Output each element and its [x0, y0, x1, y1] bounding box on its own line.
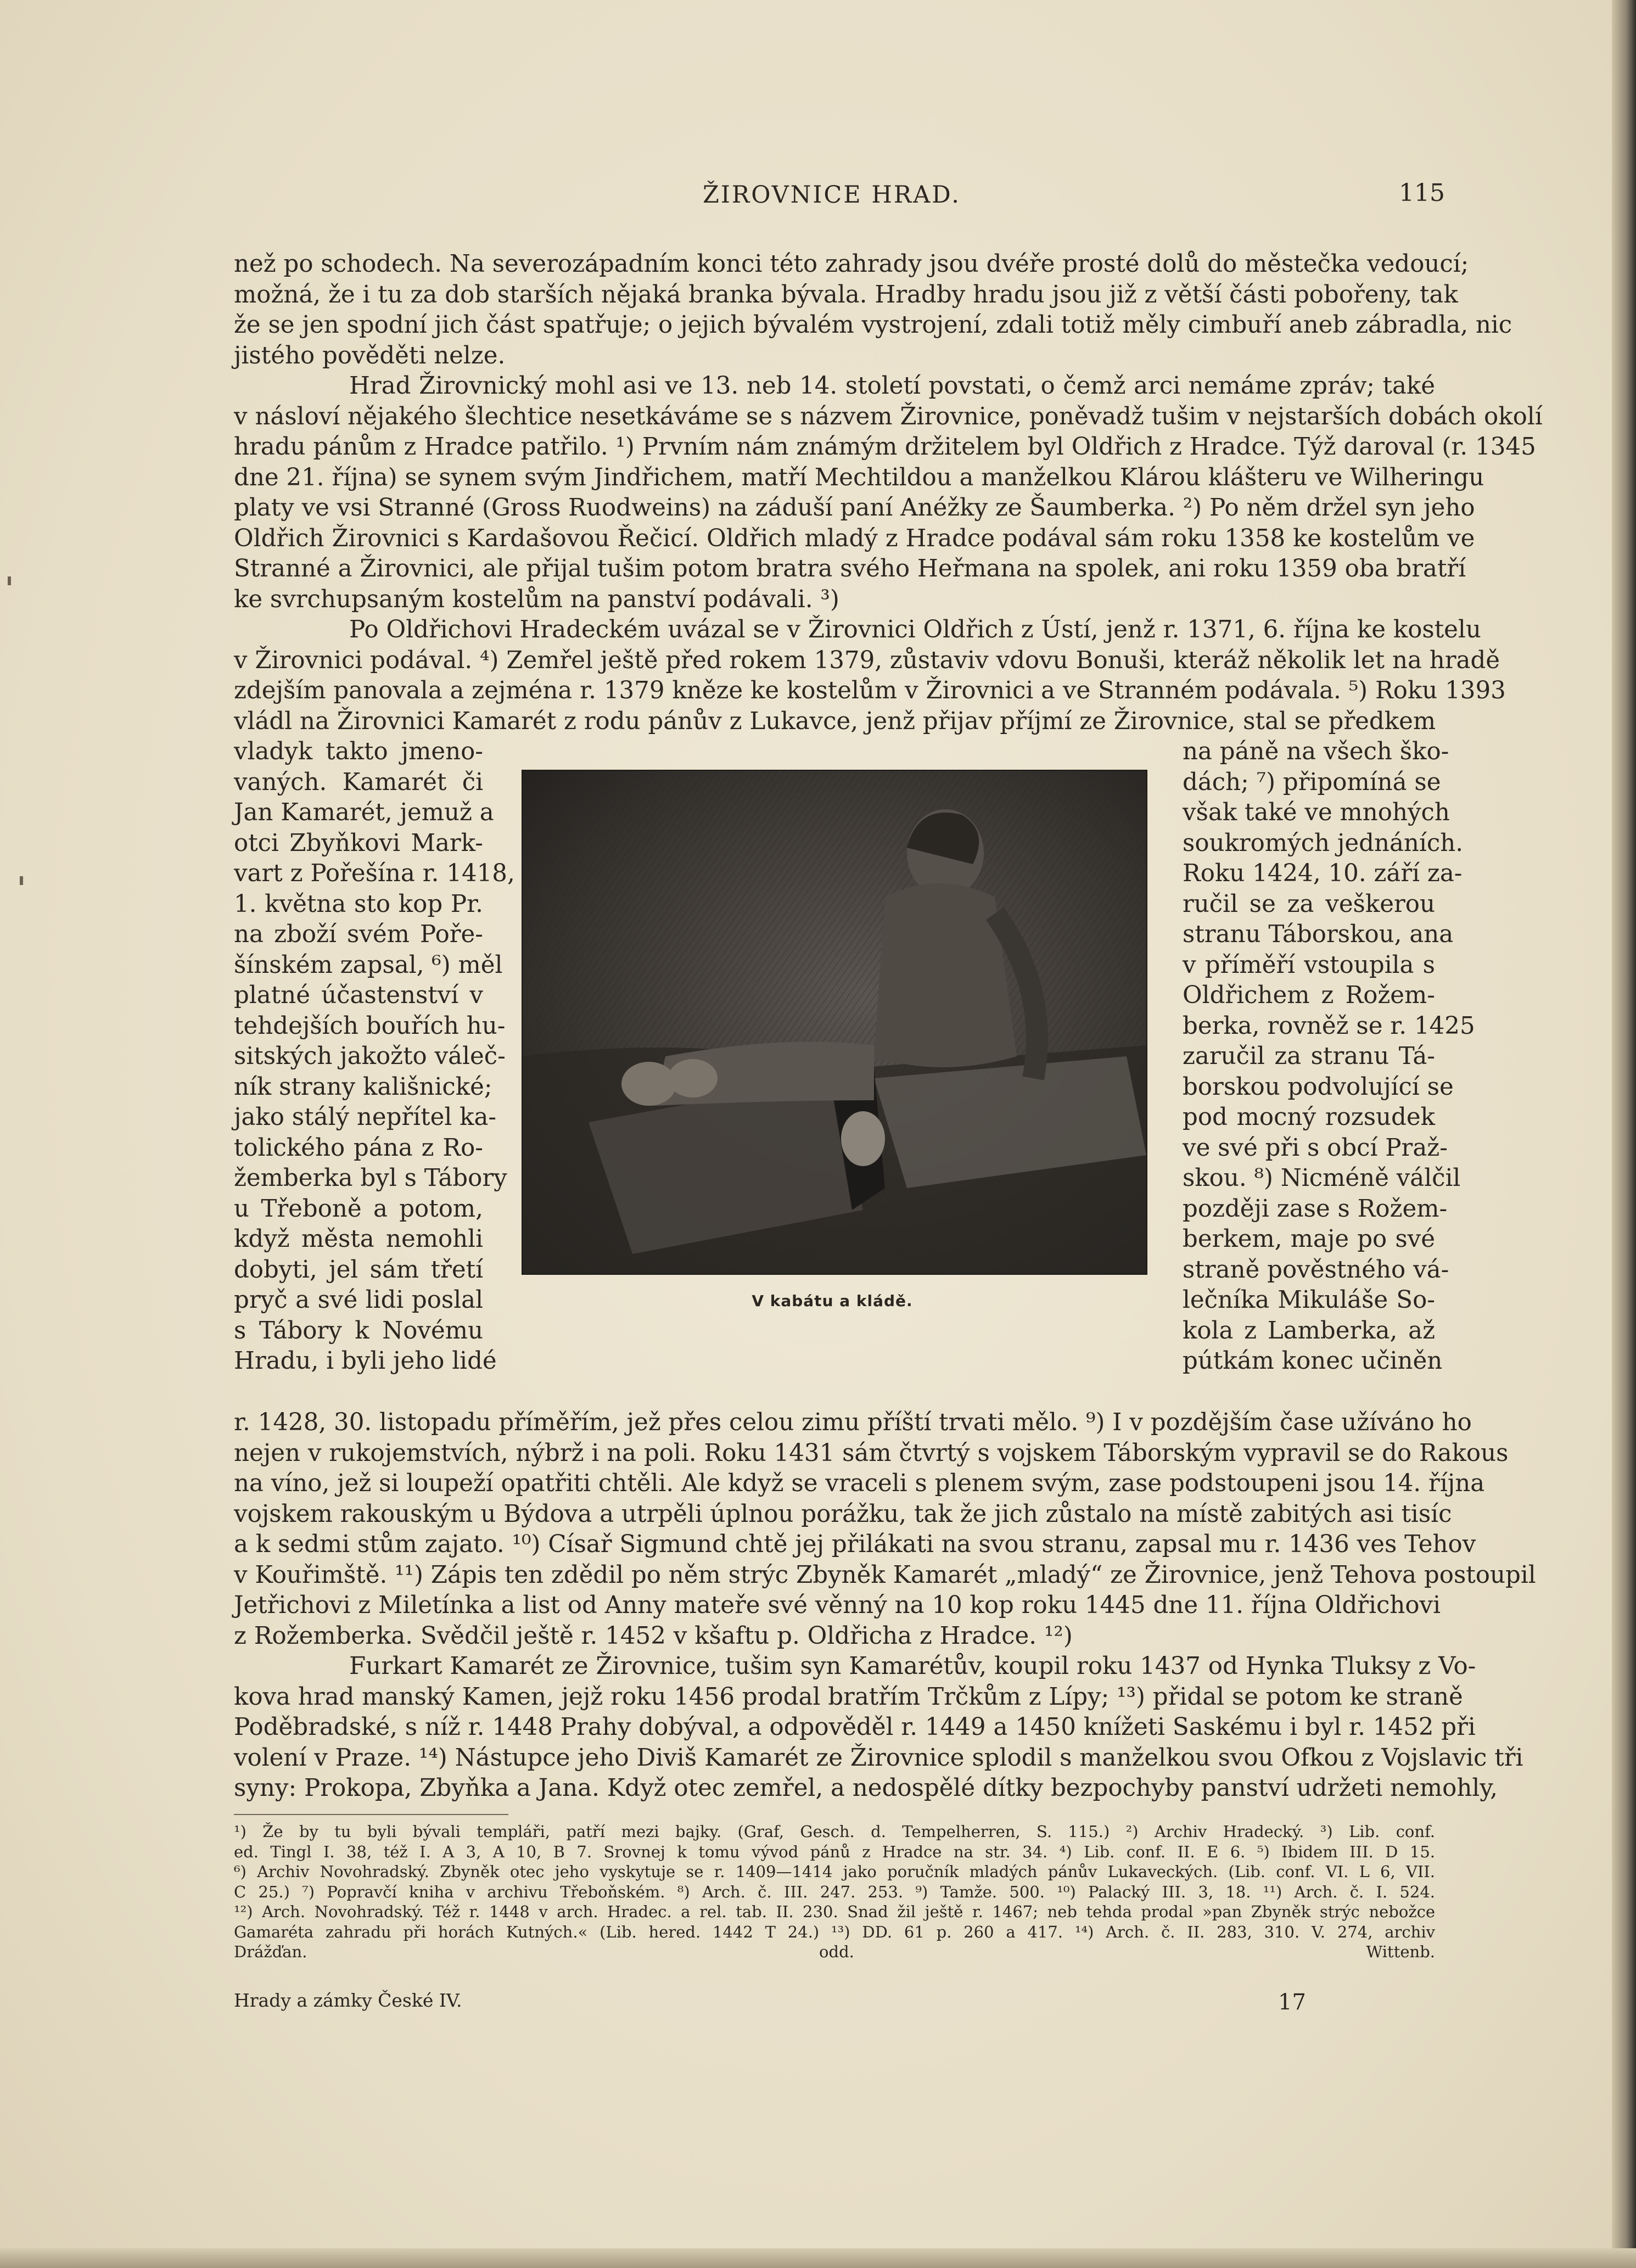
- text-line: na zboží svém Poře-: [234, 921, 483, 948]
- page-bottom-edge: [0, 2248, 1636, 2268]
- text-line: ník strany kališnické;: [234, 1073, 492, 1101]
- footnote-line: ⁶) Archiv Novohradský. Zbyněk otec jeho vyskytuje se r. 1409—1414 jako poručník mladých pánův Lukaveckých. (Lib. conf. VI. L 6, VII.: [234, 1862, 1435, 1881]
- footnotes: [234, 1822, 1435, 1962]
- text-line: Po Oldřichovi Hradeckém uvázal se v Žirovnici Oldřich z Ústí, jenž r. 1371, 6. října ke kostelu: [349, 616, 1481, 643]
- text-line: Jetřichovi z Miletínka a list od Anny mateře své věnný na 10 kop roku 1445 dne 11. října Oldřichovi: [234, 1592, 1441, 1619]
- text-line: platné účastenství v: [234, 982, 483, 1009]
- text-line: však také ve mnohých: [1183, 799, 1450, 826]
- illustration-drawing: [523, 771, 1146, 1274]
- text-line: soukromých jednáních.: [1183, 829, 1464, 857]
- text-line: dách; ⁷) připomíná se: [1183, 768, 1441, 796]
- paragraph-4: [234, 1408, 1536, 1651]
- text-line: na páně na všech ško-: [1183, 738, 1449, 765]
- figure-with-columns: [234, 737, 1475, 1408]
- text-line: vojskem rakouským u Býdova a utrpěli úplnou porážku, tak že jich zůstalo na místě zabitých asi tisíc: [234, 1500, 1452, 1528]
- text-line: v Kouřimště. ¹¹) Zápis ten zdědil po něm strýc Zbyněk Kamarét „mladý“ ze Žirovnice, jenž Tehova postoupil: [234, 1561, 1536, 1589]
- text-line: straně pověstného vá-: [1183, 1256, 1449, 1284]
- text-line: tehdejších bouřích hu-: [234, 1012, 506, 1040]
- text-line: v příměří vstoupila s: [1183, 951, 1435, 979]
- book-spine-edge: [1612, 0, 1636, 2268]
- text-line: u Třeboně a potom,: [234, 1195, 483, 1223]
- text-line: Furkart Kamarét ze Žirovnice, tušim syn Kamarétův, koupil roku 1437 od Hynka Tluksy z Vo-: [349, 1653, 1476, 1680]
- footnote-line: ¹) Že by tu byli bývali templáři, patří mezi bajky. (Graf, Gesch. d. Tempelherren, S. 115.) ²) Archiv Hradecký. ³) Lib. conf.: [234, 1822, 1435, 1841]
- text-line: ručil se za veškerou: [1183, 890, 1435, 918]
- text-line: a k sedmi stům zajato. ¹⁰) Císař Sigmund chtě jej přilákati na svou stranu, zapsal mu r. 1436 ves Tehov: [234, 1531, 1476, 1558]
- text-line: Stranné a Žirovnici, ale přijal tušim potom bratra svého Heřmana na spolek, ani roku 1359 oba bratří: [234, 555, 1466, 583]
- text-line: vladyk takto jmeno-: [234, 738, 483, 765]
- text-line: v Žirovnici podával. ⁴) Zemřel ještě před rokem 1379, zůstaviv vdovu Bonuši, kteráž několik let na hradě: [234, 646, 1500, 674]
- text-line: vaných. Kamarét či: [234, 768, 483, 796]
- text-line: pryč a své lidi poslal: [234, 1286, 483, 1314]
- text-line: v násloví nějakého šlechtice nesetkáváme se s názvem Žirovnice, poněvadž tušim v nejstarších dobách okolí: [234, 402, 1543, 430]
- text-line: sitských jakožto váleč-: [234, 1043, 506, 1070]
- margin-mark: [20, 876, 23, 885]
- text-line: Poděbradské, s níž r. 1448 Prahy dobýval, a odpověděl r. 1449 a 1450 knížeti Saskému i byl r. 1452 při: [234, 1713, 1476, 1741]
- text-line: jako stálý nepřítel ka-: [234, 1104, 497, 1131]
- text-line: nejen v rukojemstvích, nýbrž i na poli. Roku 1431 sám čtvrtý s vojskem Táborským vypravil se do Rakous: [234, 1439, 1509, 1467]
- text-line: ke svrchupsaným kostelům na panství podávali. ³): [234, 585, 839, 613]
- text-line: Oldřichem z Rožem-: [1183, 982, 1435, 1009]
- text-line: jistého pověděti nelze.: [234, 341, 506, 369]
- text-line: pod mocný rozsudek: [1183, 1104, 1435, 1131]
- text-line: stranu Táborskou, ana: [1183, 921, 1454, 948]
- text-line: otci Zbyňkovi Mark-: [234, 829, 483, 857]
- text-line: pútkám konec učiněn: [1183, 1347, 1443, 1375]
- figure-caption: V kabátu a kládě.: [752, 1292, 913, 1310]
- text-line: než po schodech. Na severozápadním konci této zahrady jsou dvéře prosté dolů do městečka vedoucí;: [234, 250, 1469, 278]
- paragraph-5: [234, 1651, 1523, 1804]
- text-line: tolického pána z Ro-: [234, 1134, 483, 1162]
- text-line: platy ve vsi Stranné (Gross Ruodweins) na záduší paní Anéžky ze Šaumberka. ²) Po něm držel syn jeho: [234, 494, 1475, 522]
- footnote-line: Drážďan. odd. Wittenb.: [234, 1942, 1435, 1961]
- text-line: možná, že i tu za dob starších nějaká branka bývala. Hradby hradu jsou již z větší části pobořeny, tak: [234, 281, 1458, 309]
- text-line: syny: Prokopa, Zbyňka a Jana. Když otec zemřel, a nedospělé dítky bezpochyby panství udržeti nemohly,: [234, 1774, 1498, 1802]
- footer-signature-number: 17: [1278, 1990, 1306, 2015]
- text-line: zaručil za stranu Tá-: [1183, 1043, 1435, 1070]
- text-line: dobyti, jel sám třetí: [234, 1256, 483, 1284]
- text-line: kola z Lamberka, až: [1183, 1317, 1435, 1345]
- text-line: když města nemohli: [234, 1225, 483, 1253]
- footnote-line: Gamaréta zahradu při horách Kutných.« (Lib. hered. 1442 T 24.) ¹³) DD. 61 p. 260 a 417. ¹⁴) Arch. č. II. 283, 310. V. 274, archiv: [234, 1922, 1435, 1941]
- running-head: ŽIROVNICE HRAD.: [703, 181, 961, 209]
- text-line: dne 21. října) se synem svým Jindřichem, matří Mechtildou a manželkou Klárou klášteru ve Wilheringu: [234, 463, 1484, 491]
- text-line: Hradu, i byli jeho lidé: [234, 1347, 497, 1375]
- footer-book-title: Hrady a zámky České IV.: [234, 1990, 462, 2011]
- text-line: hradu pánům z Hradce patřilo. ¹) Prvním nám známým držitelem byl Oldřich z Hradce. Týž daroval (r. 1345: [234, 433, 1536, 461]
- text-line: vládl na Žirovnici Kamarét z rodu pánův z Lukavce, jenž přijav příjmí ze Žirovnice, stal se předkem: [234, 707, 1436, 735]
- body-text: [234, 249, 1543, 1804]
- footnote-line: ed. Tingl I. 38, též I. A 3, A 10, B 7. Srovnej k tomu vývod pánů z Hradce na str. 34. ⁴) Lib. conf. II. E 6. ⁵) Ibidem III. D 15.: [234, 1842, 1435, 1861]
- text-line: skou. ⁸) Nicméně válčil: [1183, 1164, 1461, 1192]
- text-line: žemberka byl s Tábory: [234, 1164, 507, 1192]
- text-line: Jan Kamarét, jemuž a: [234, 799, 494, 826]
- text-line: později zase s Rožem-: [1183, 1195, 1448, 1223]
- text-line: lečníka Mikuláše So-: [1183, 1286, 1435, 1314]
- footnote-line: C 25.) ⁷) Popravčí kniha v archivu Třeboňském. ⁸) Arch. č. III. 247. 253. ⁹) Tamže. 500. ¹⁰) Palacký III. 3, 18. ¹¹) Arch. č. I. 524.: [234, 1882, 1435, 1901]
- paragraph-3: [234, 615, 1506, 737]
- text-line: volení v Praze. ¹⁴) Nástupce jeho Diviš Kamarét ze Žirovnice splodil s manželkou svou Ofkou z Vojslavic tři: [234, 1744, 1523, 1772]
- text-line: zdejším panovala a zejména r. 1379 kněze ke kostelům v Žirovnici a ve Stranném podávala. ⁵) Roku 1393: [234, 677, 1506, 704]
- text-line: na víno, jež si loupeží opatřiti chtěli. Ale když se vraceli s plenem svým, zase podstoupeni jsou 14. října: [234, 1470, 1485, 1497]
- text-line: ve své při s obcí Praž-: [1183, 1134, 1448, 1162]
- right-column: [1183, 737, 1475, 1377]
- page-number: 115: [1399, 179, 1445, 207]
- text-line: Hrad Žirovnický mohl asi ve 13. neb 14. století povstati, o čemž arci nemáme zpráv; také: [349, 372, 1435, 400]
- text-line: Roku 1424, 10. září za-: [1183, 860, 1463, 887]
- illustration: [522, 770, 1147, 1275]
- footnote-line: ¹²) Arch. Novohradský. Též r. 1448 v arch. Hradec. a rel. tab. II. 230. Snad žil ještě r. 1467; neb tehda prodal »pan Zbyněk strýc nebožce: [234, 1902, 1435, 1921]
- text-line: borskou podvolující se: [1183, 1073, 1454, 1101]
- text-line: 1. května sto kop Pr.: [234, 890, 483, 918]
- text-line: berkem, maje po své: [1183, 1225, 1435, 1253]
- text-line: Oldřich Žirovnici s Kardašovou Řečicí. Oldřich mladý z Hradce podával sám roku 1358 ke kostelům ve: [234, 524, 1475, 552]
- text-line: vart z Pořešína r. 1418,: [234, 860, 515, 887]
- margin-mark: [8, 576, 11, 585]
- text-line: že se jen spodní jich část spatřuje; o jejich bývalém vystrojení, zdali totiž měly cimbuří aneb zábradla, nic: [234, 311, 1512, 339]
- text-line: kova hrad manský Kamen, jejž roku 1456 prodal bratřím Trčkům z Lípy; ¹³) přidal se potom ke straně: [234, 1683, 1463, 1711]
- paragraph-1: [234, 249, 1512, 371]
- text-line: z Rožemberka. Svědčil ještě r. 1452 v kšaftu p. Oldřicha z Hradce. ¹²): [234, 1622, 1073, 1650]
- left-column: [234, 737, 515, 1377]
- text-line: r. 1428, 30. listopadu příměřím, jež přes celou zimu příští trvati mělo. ⁹) I v pozdějším čase užíváno ho: [234, 1409, 1472, 1436]
- text-line: berka, rovněž se r. 1425: [1183, 1012, 1475, 1040]
- text-line: s Tábory k Novému: [234, 1317, 483, 1345]
- footnote-rule: [234, 1814, 508, 1815]
- text-line: šínském zapsal, ⁶) měl: [234, 951, 503, 979]
- paragraph-2: [234, 371, 1543, 615]
